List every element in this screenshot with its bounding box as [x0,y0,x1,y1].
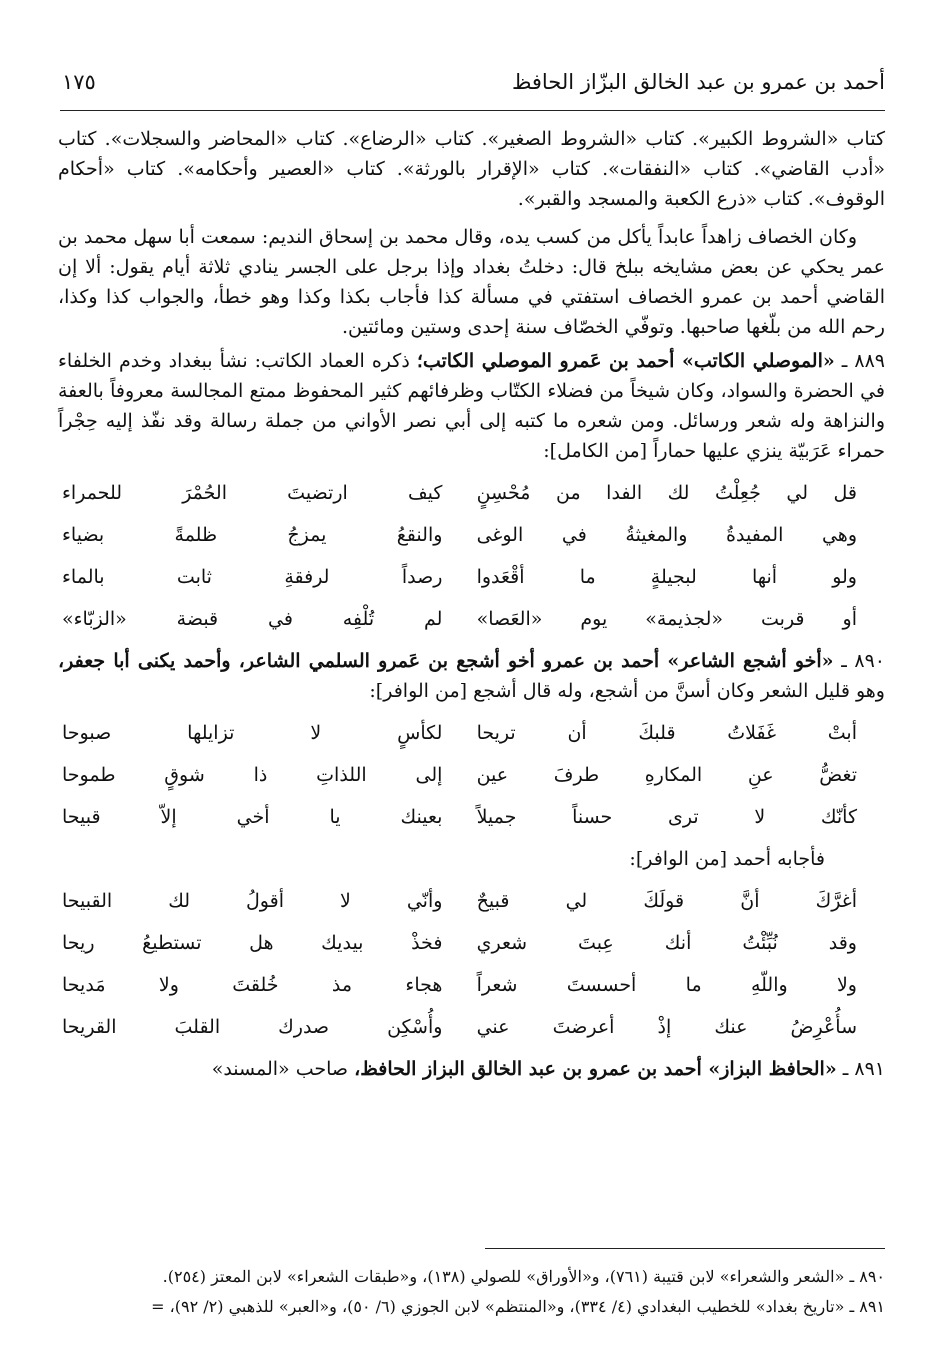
books-paragraph: كتاب «الشروط الكبير». كتاب «الشروط الصغير». كتاب «الرضاع». كتاب «المحاضر والسجلات». كتاب «أدب القاضي». كتاب «النفقات». كتاب «الإقرار بالورثة». كتاب «العصير وأحكامه». كتاب «أحكام الوقوف». كتاب «ذرع الكعبة والمسجد والقبر». [58,128,885,210]
verse-line [58,556,885,598]
verse-line [58,922,885,964]
verse-second-hemistich: كيف ارتضيتَ الحُمْرَ للحمراء [62,482,443,504]
verse-first-hemistich: وهي المفيدةُ والمغيثةُ في الوغى [476,524,857,546]
entry-text: وهو قليل الشعر وكان أسنَّ من أشجع، وله قال أشجع [من الوافر]: [369,680,885,702]
verse-second-hemistich: وأنّي لا أقولُ لك القبيحا [62,890,443,912]
running-header [60,60,885,111]
verse-line [58,1006,885,1048]
verse-line [58,472,885,514]
entry-heading: «أخو أشجع الشاعر» أحمد بن عمرو أخو أشجع بن عَمرو السلمي الشاعر، وأحمد يكنى أبا جعفر، [58,650,834,672]
poem-890-ashja [58,712,885,838]
verse-line [58,796,885,838]
footnote: ٨٩١ ـ «تاريخ بغداد» للخطيب البغدادي (٤/ ٣٣٤)، و«المنتظم» لابن الجوزي (٦/ ٥٠)، و«العبر» للذهبي (٢/ ٩٢)، = [151,1297,885,1316]
verse-second-hemistich: والنقعُ يمزجُ ظلمةً بضياء [62,524,443,546]
footnote-divider [485,1248,885,1249]
verse-line [58,880,885,922]
verse-first-hemistich: كأنّك لا ترى حسناً جميلاً [476,806,857,828]
verse-first-hemistich: أو قربت «لجذيمة» يوم «العَصا» [476,608,857,630]
footnote: ٨٩٠ ـ «الشعر والشعراء» لابن قتيبة (٧٦١)، و«الأوراق» للصولي (١٣٨)، و«طبقات الشعراء» لابن المعتز (٢٥٤). [162,1267,885,1286]
verse-line [58,514,885,556]
verse-second-hemistich: بعينك يا أخي إلاّ قبيحا [62,806,443,828]
entry-heading: «الحافظ البزاز» أحمد بن عمرو بن عبد الخالق البزاز الحافظ، [354,1058,837,1080]
entry-number: ٨٩١ ـ [842,1058,885,1080]
verse-line [58,754,885,796]
verse-first-hemistich: قل لي جُعِلْتُ لك الفدا من مُحْسِنٍ [476,482,857,504]
poem-889 [58,472,885,640]
entry-text: صاحب «المسند» [211,1058,349,1080]
entry-text: ذكره العماد الكاتب: نشأ ببغداد وخدم الخلفاء في الحضرة والسواد، وكان شيخاً من فضلاء الكتّاب وظرفائهم كثير المحفوظ ممتع المجالسة معروفاً بالعفة والنزاهة وله شعر ورسائل. ومن شعره ما كتبه إلى أبي نصر الأواني من جملة رسالة وقد نفّذ إليه حِجْراً حمراء عَرَبيّة ينزي عليها حماراً [من الكامل]: [58,350,885,462]
verse-second-hemistich: لكأسٍ لا تزايلها صبوحا [62,722,443,744]
verse-second-hemistich: فخذْ بيديك هل تستطيعُ ريحا [62,932,443,954]
verse-first-hemistich: سأُعْرِضُ عنك إذْ أعرضتَ عني [476,1016,857,1038]
verse-line [58,964,885,1006]
verse-second-hemistich: هجاء مذ خُلقتَ ولا مَديحا [62,974,443,996]
footnotes [58,1262,885,1322]
verse-second-hemistich: لم تُلْفِه في قبضة «الزبّاء» [62,608,443,630]
entry-891 [58,1054,885,1084]
reply-intro: فأجابه أحمد [من الوافر]: [629,848,825,870]
verse-first-hemistich: أغرَّكَ أنَّ قولَكَ لي قبيحٌ [476,890,857,912]
verse-line [58,598,885,640]
verse-first-hemistich: تغضُّ عنِ المكارهِ طرفَ عين [476,764,857,786]
header-title: أحمد بن عمرو بن عبد الخالق البزّاز الحافظ [511,70,885,94]
verse-first-hemistich: ولا واللّهِ ما أحسستَ شعراً [476,974,857,996]
verse-second-hemistich: رصداً لرفقةِ ثابت بالماء [62,566,443,588]
entry-890 [58,646,885,706]
verse-line [58,712,885,754]
poem-890-ahmad [58,880,885,1048]
main-text [58,124,885,1084]
page-number: ١٧٥ [62,70,96,94]
verse-second-hemistich: وأُسْكِن صدرك القلبَ القريحا [62,1016,443,1038]
entry-heading: «الموصلي الكاتب» أحمد بن عَمرو الموصلي الكاتب؛ [416,350,835,372]
verse-second-hemistich: إلى اللذاتِ ذا شوقٍ طموحا [62,764,443,786]
verse-first-hemistich: وقد نُبِّئْتُ أنك عِبتَ شعري [476,932,857,954]
verse-first-hemistich: أبتْ غَفَلاتُ قلبكَ أن تريحا [476,722,857,744]
entry-number: ٨٨٩ ـ [841,350,885,372]
entry-number: ٨٩٠ ـ [841,650,886,672]
verse-first-hemistich: ولو أنها لبجيلةٍ ما أقْعَدوا [476,566,857,588]
story-paragraph: وكان الخصاف زاهداً عابداً يأكل من كسب يده، وقال محمد بن إسحاق النديم: سمعت أبا سهل محمد بن عمر يحكي عن بعض مشايخه ببلخ قال: دخلتُ بغداد وإذا برجل على الجسر ينادي ثلاثة أيام يقول: ألا إن القاضي أحمد بن عمرو الخصاف استفتي في مسألة كذا فأجاب بكذا وكذا وهو خطأ، والجواب كذا وكذا، رحم الله من بلّغها صاحبها. وتوفّي الخصّاف سنة إحدى وستين ومائتين. [58,226,885,338]
entry-889 [58,346,885,466]
